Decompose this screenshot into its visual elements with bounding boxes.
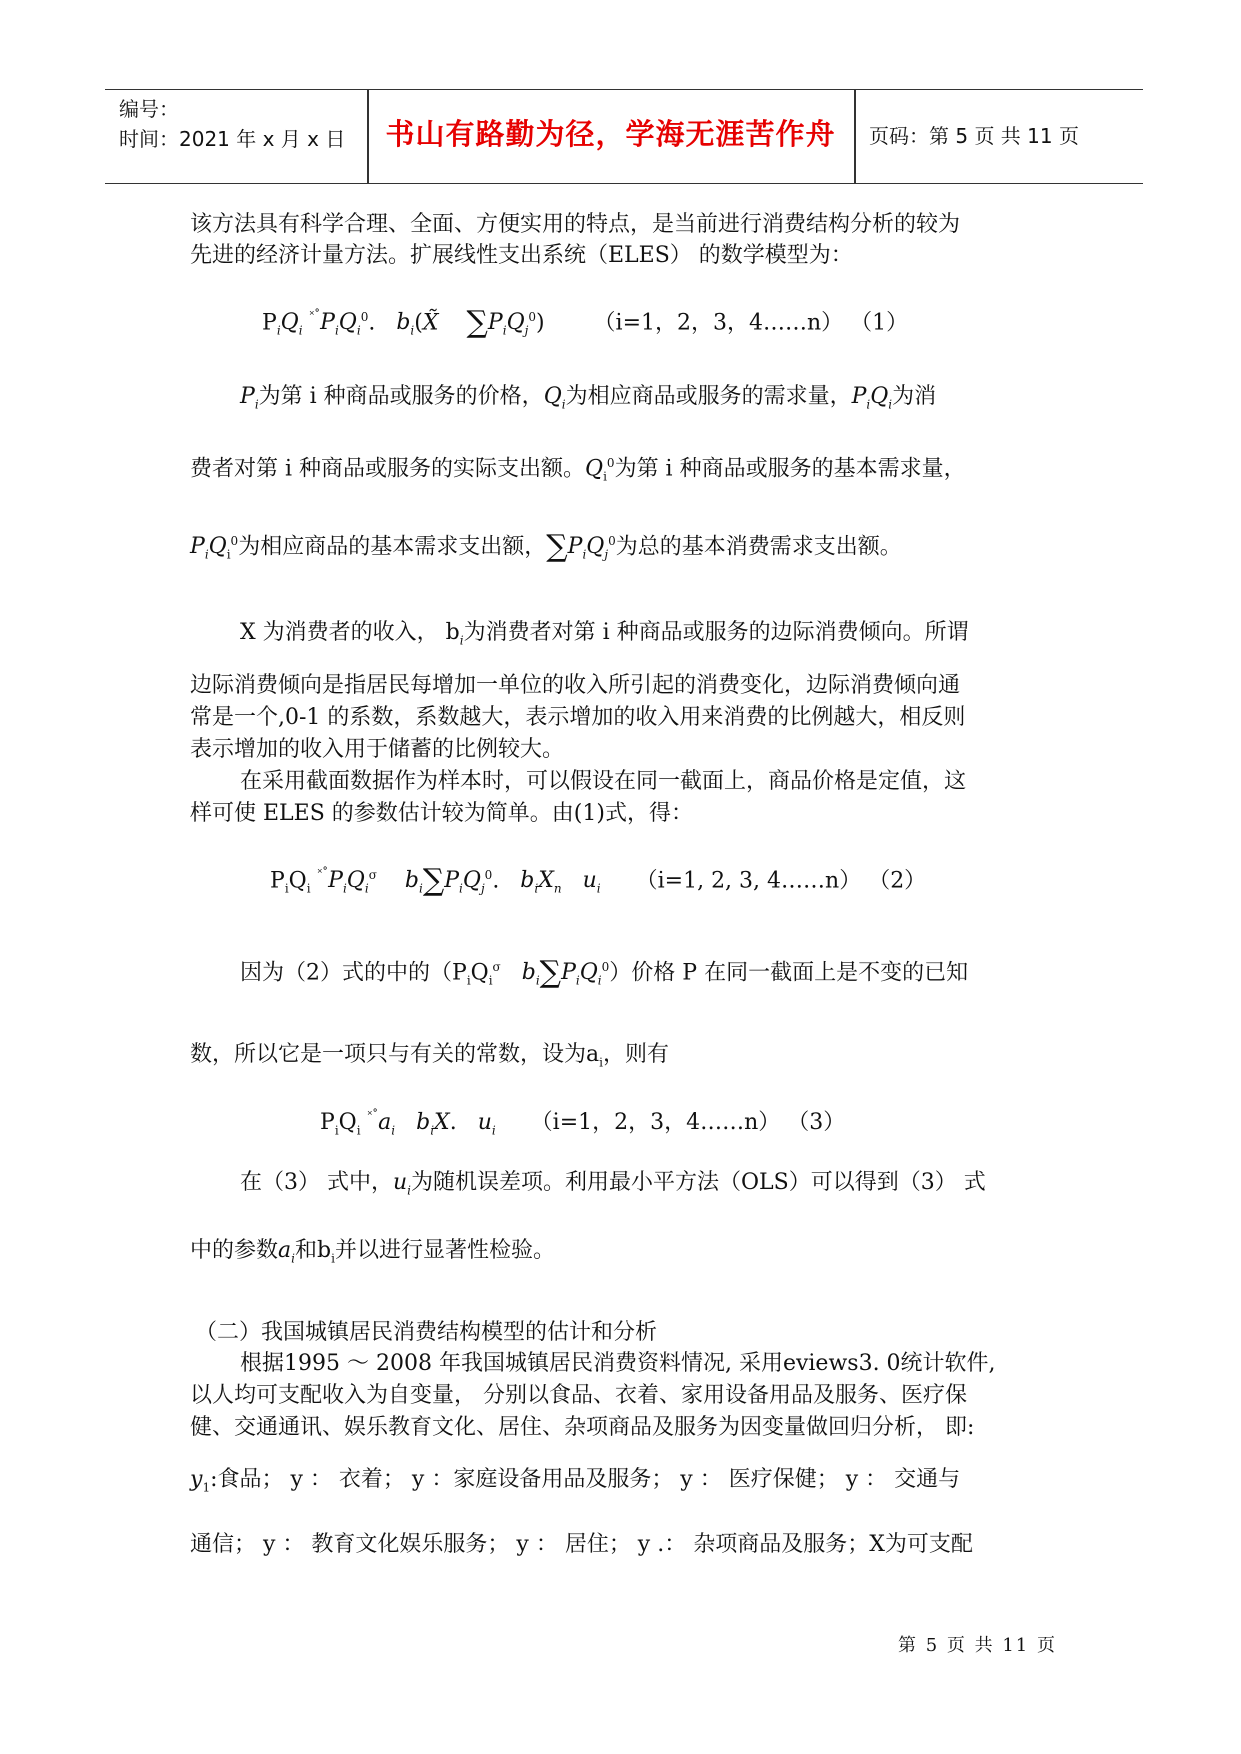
- text-span: 为第 i 种商品或服务的基本需求量，: [614, 456, 966, 482]
- paragraph-line: 表示增加的收入用于储蓄的比例较大。: [190, 737, 565, 762]
- text-span: X 为消费者的收入， b: [240, 620, 460, 645]
- text-span: 在（3） 式中，: [240, 1170, 393, 1195]
- header-divider: [854, 90, 856, 183]
- equation-3: $P_iQ_i$ $^{˟˚}a_i$ $b_iX$. $u_i$ （i=1，2，3，4……n） （3）: [320, 1108, 846, 1138]
- equation-1-index: （i=1，2，3，4……n） （1）: [593, 310, 909, 336]
- header-motto: 书山有路勤为径，学海无涯苦作舟: [385, 117, 836, 151]
- text-span: 因为（2）式的中的（: [240, 960, 452, 986]
- document-number-label: 编号：: [119, 97, 179, 121]
- text-span: 为总的基本消费需求支出额。: [615, 534, 902, 560]
- paragraph-line: 健、交通通讯、娱乐教育文化、居住、杂项商品及服务为因变量做回归分析， 即:: [190, 1415, 975, 1440]
- paragraph-line: 数，所以它是一项只与有关的常数，设为$a_i$，则有: [190, 1042, 669, 1070]
- text-span: 为消费者对第 i 种商品或服务的边际消费倾向。所谓: [463, 620, 969, 645]
- equation-2: $P_iQ_i$ $^{˟˚}P_iQ_i^\sigma$ $b_i\sum P_iQ_j^0$. $b_iX_n$ $u_i$ （i=1, 2, 3, 4……n） （2）: [270, 863, 927, 899]
- paragraph-line: 先进的经济计量方法。扩展线性支出系统（ELES） 的数学模型为：: [190, 243, 853, 268]
- paragraph-line: 因为（2）式的中的（$P_iQ_i^\sigma$ $b_i\sum P_iQ_i^0$）价格 P 在同一截面上是不变的已知: [240, 955, 969, 991]
- text-span: 为相应商品或服务的需求量，: [565, 384, 852, 409]
- text-span: 为随机误差项。利用最小平方法（OLS）可以得到（3） 式: [411, 1170, 986, 1195]
- paragraph-line: 样可使 ELES 的参数估计较为简单。由(1)式，得：: [190, 801, 693, 826]
- paragraph-line: 中的参数$a_i$和$b_i$并以进行显著性检验。: [190, 1238, 555, 1266]
- text-span: ）价格 P 在同一截面上是不变的已知: [609, 960, 969, 986]
- text-span: 数，所以它是一项只与有关的常数，设为: [190, 1042, 587, 1067]
- text-span: 为第 i 种商品或服务的价格，: [258, 384, 544, 409]
- paragraph-line: 在采用截面数据作为样本时，可以假设在同一截面上，商品价格是定值，这: [240, 769, 967, 794]
- page-footer: 第 5 页 共 11 页: [898, 1635, 1057, 1656]
- text-span: ，则有: [602, 1042, 669, 1067]
- paragraph-line: 根据1995 ～ 2008 年我国城镇居民消费资料情况, 采用eviews3. 0统计软件,: [240, 1351, 996, 1376]
- paragraph-line: 以人均可支配收入为自变量， 分别以食品、衣着、家用设备用品及服务、医疗保: [190, 1383, 967, 1408]
- text-span: 并以进行显著性检验。: [334, 1238, 555, 1263]
- header-page-label: 页码：第 5 页 共 11 页: [869, 124, 1079, 148]
- paragraph-line: X 为消费者的收入， $b_i$为消费者对第 i 种商品或服务的边际消费倾向。所谓: [240, 620, 969, 648]
- paragraph-line: 边际消费倾向是指居民每增加一单位的收入所引起的消费变化，边际消费倾向通: [190, 673, 961, 698]
- paragraph-line: 在（3） 式中，$u_i$为随机误差项。利用最小平方法（OLS）可以得到（3） 式: [240, 1170, 986, 1198]
- paragraph-line: $P_i$为第 i 种商品或服务的价格，$Q_i$为相应商品或服务的需求量，$P_iQ_i$为消: [240, 384, 937, 412]
- paragraph-line: 该方法具有科学合理、全面、方便实用的特点，是当前进行消费结构分析的较为: [190, 212, 961, 237]
- text-span: 和: [294, 1238, 317, 1263]
- equation-3-index: （i=1，2，3，4……n） （3）: [530, 1110, 846, 1135]
- paragraph-line: $y_1$:食品； y ： 衣着； y ：家庭设备用品及服务； y ： 医疗保健； y ： 交通与: [190, 1467, 961, 1495]
- paragraph-line: $P_iQ_i^0$为相应商品的基本需求支出额，$\sum P_iQ_j^0$为总的基本消费需求支出额。: [190, 529, 902, 565]
- paragraph-line: 费者对第 i 种商品或服务的实际支出额。$Q_i^0$为第 i 种商品或服务的基本需求量，: [190, 456, 966, 484]
- paragraph-line: 通信； y ： 教育文化娱乐服务； y ： 居住； y .： 杂项商品及服务；X为可支配: [190, 1532, 973, 1557]
- paragraph-line: 常是一个,0-1 的系数，系数越大，表示增加的收入用来消费的比例越大，相反则: [190, 705, 966, 730]
- header-meta: [119, 94, 345, 154]
- document-time-label: 时间：2021 年 x 月 x 日: [119, 127, 346, 151]
- page-header: [105, 89, 1143, 184]
- text-span: :食品； y ： 衣着； y ：家庭设备用品及服务； y ： 医疗保健； y ： 交通与: [210, 1467, 961, 1492]
- equation-2-index: （i=1, 2, 3, 4……n） （2）: [635, 868, 927, 894]
- section-title: （二）我国城镇居民消费结构模型的估计和分析: [195, 1320, 658, 1345]
- text-span: 费者对第 i 种商品或服务的实际支出额。: [190, 456, 586, 482]
- text-span: 为消: [892, 384, 937, 409]
- equation-1: $P_iQ_i$ $^{˟˚}P_iQ_i^0$. $b_i(X̃$ $\sum P_iQ_j^0$) （i=1，2，3，4……n） （1）: [262, 305, 909, 341]
- text-span: 中的参数: [190, 1238, 279, 1263]
- text-span: 为相应商品的基本需求支出额，: [238, 534, 547, 560]
